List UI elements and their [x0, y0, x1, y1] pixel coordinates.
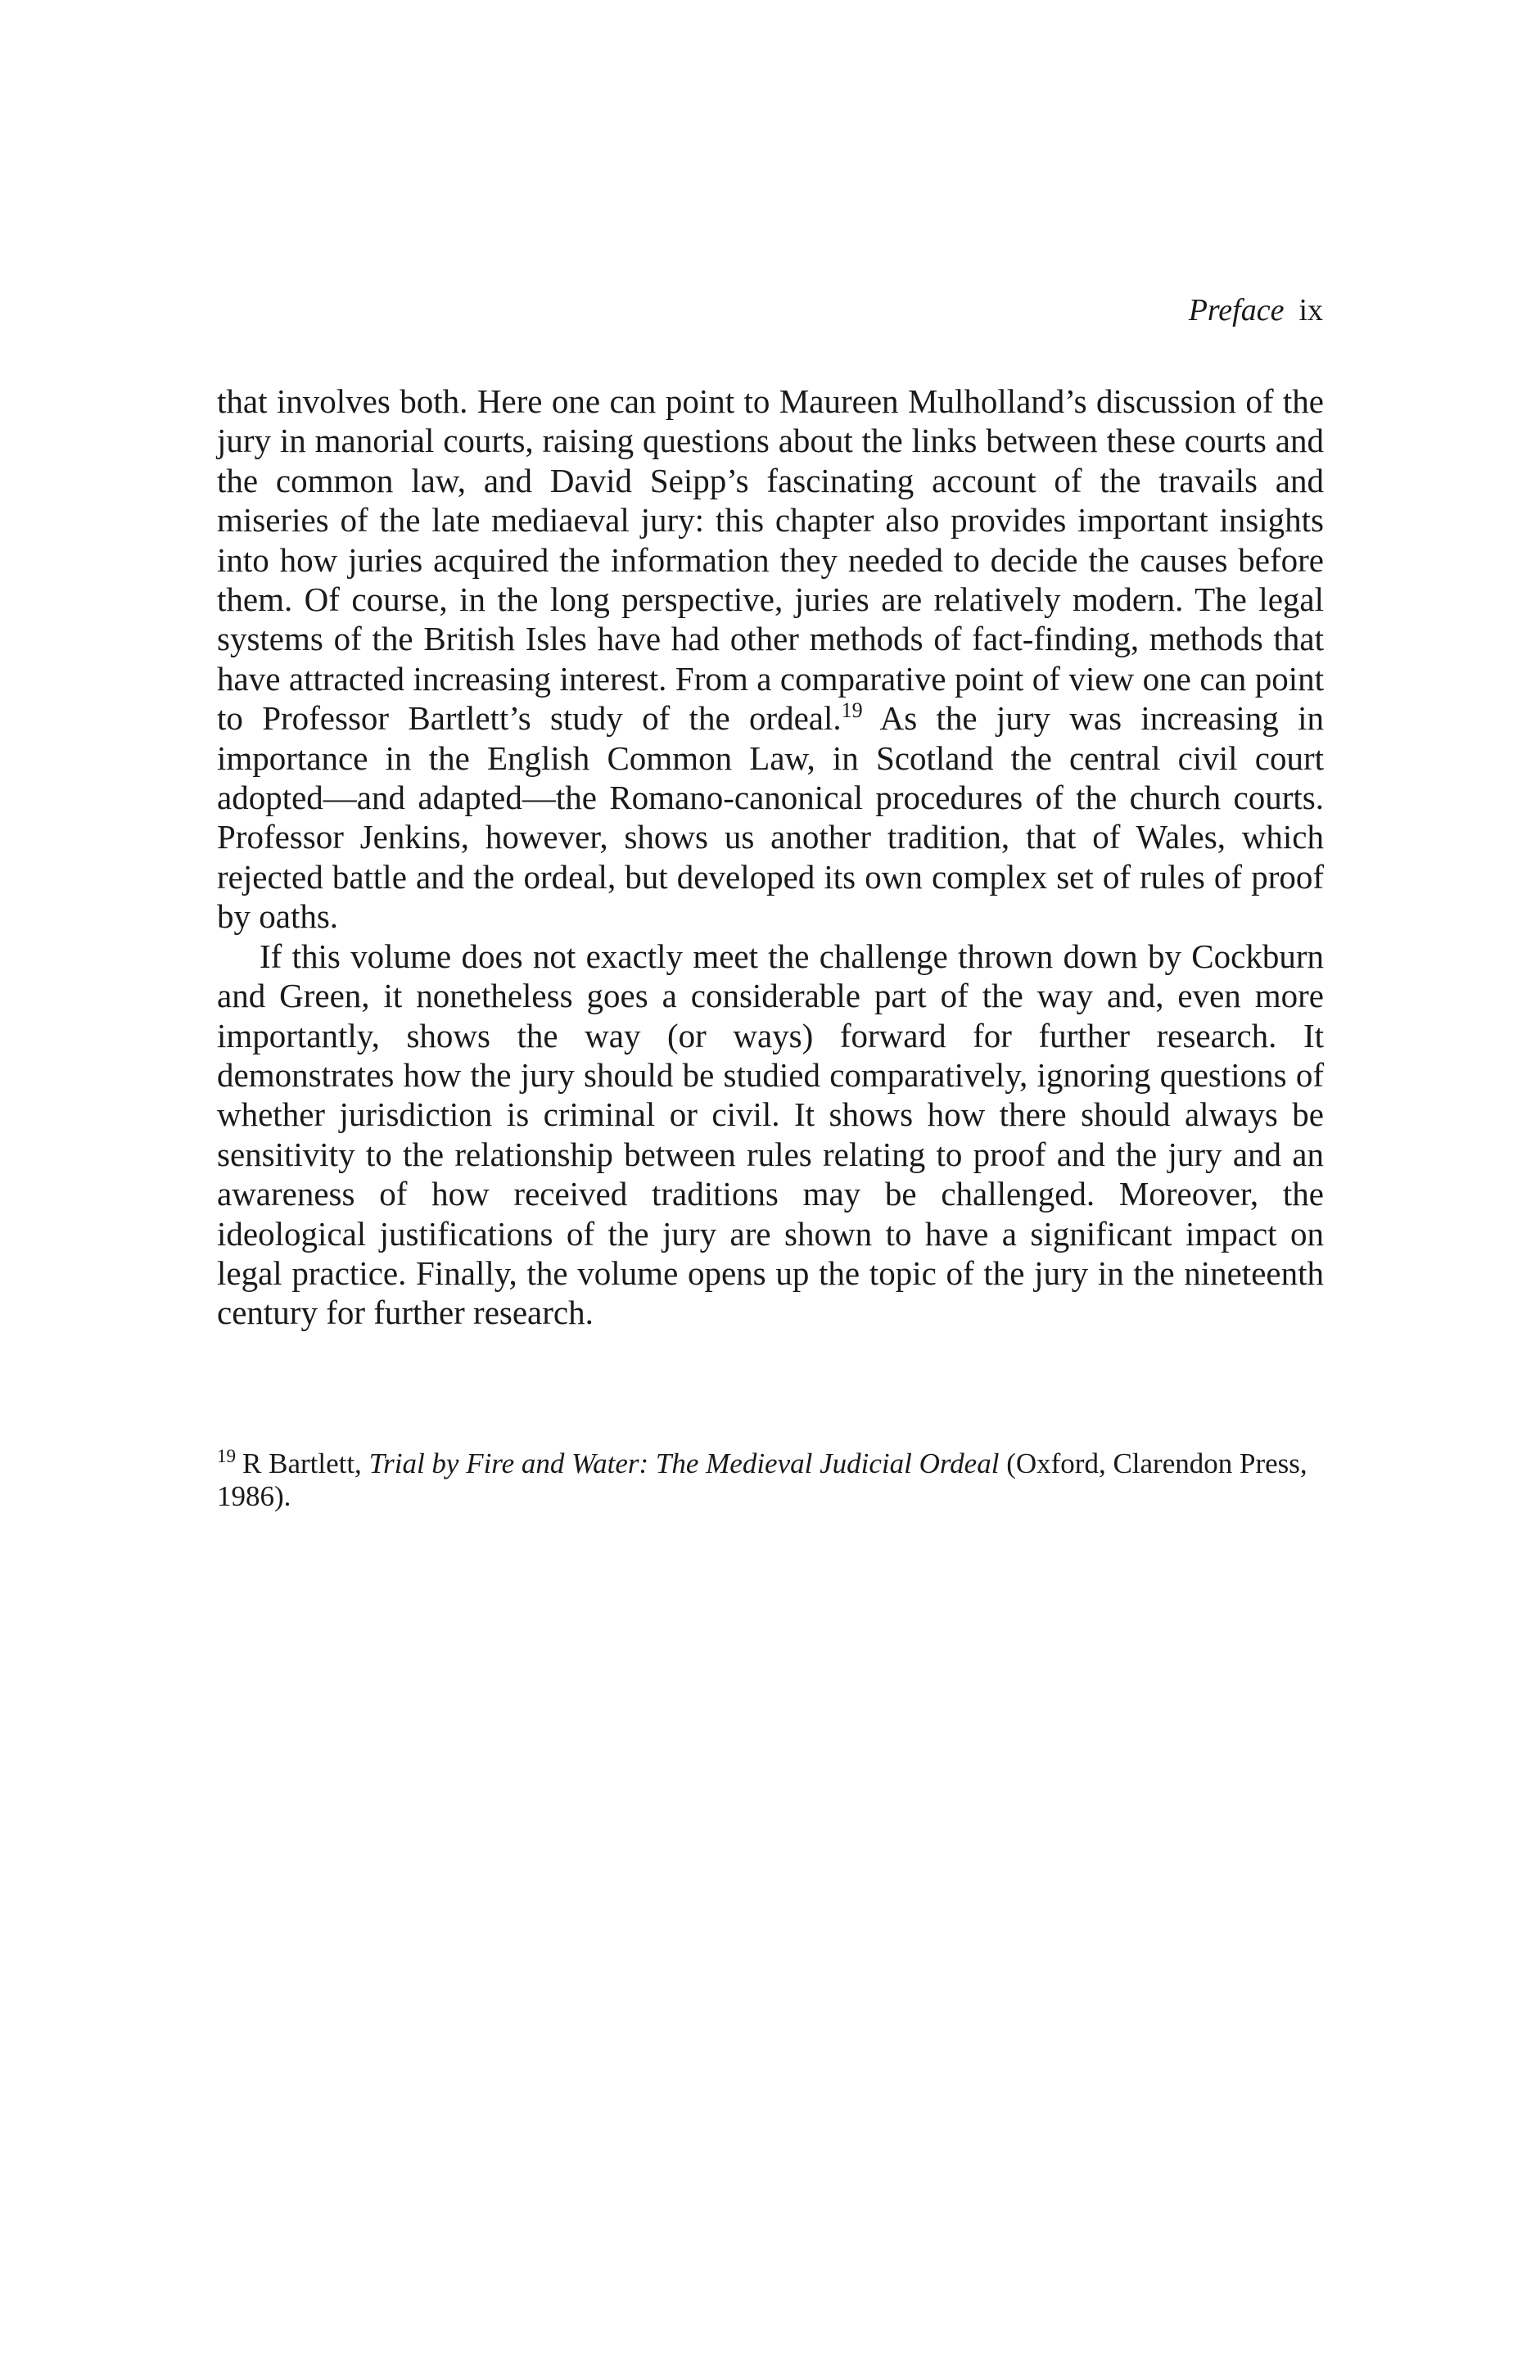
footnote-author: R Bartlett, [242, 1447, 362, 1479]
footnote-reference[interactable]: 19 [841, 698, 863, 723]
paragraph-1 [217, 382, 1324, 937]
footnote-mark: 19 [217, 1446, 236, 1466]
paragraph-2: If this volume does not exactly meet the challenge thrown down by Cockburn and Green, it nonetheless goes a considerable part of the way and, even more importantly, shows the way (or ways) forward for further research. It demonstrates how the jury should be studied comparatively, ignoring questions of whether jurisdiction is criminal or civil. It shows how there should always be sensitivity to the relationship between rules relating to proof and the jury and an awareness of how received traditions may be challenged. Moreover, the ideological justifications of the jury are shown to have a significant impact on legal practice. Finally, the volume opens up the topic of the jury in the nineteenth century for further research. [217, 937, 1324, 1332]
page-number: ix [1298, 293, 1323, 327]
body-text [217, 382, 1324, 1333]
footnote [217, 1447, 1324, 1513]
footnotes [217, 1447, 1324, 1513]
running-head [1189, 295, 1323, 326]
footnote-publication-details: (Oxford, Clarendon Press, 1986). [217, 1447, 1307, 1512]
paragraph-1-text-continued: As the jury was increasing in importance in the English Common Law, in Scotland the central civil court adopted—and adapted—the Romano-canonical procedures of the church courts. Professor Jenkins, however, shows us another tradition, that of Wales, which rejected battle and the ordeal, but developed its own complex set of rules of proof by oaths. [217, 699, 1324, 936]
section-title: Preface [1188, 293, 1285, 327]
footnote-work-title: Trial by Fire and Water: The Medieval Judicial Ordeal [368, 1447, 1000, 1479]
paragraph-1-text: that involves both. Here one can point to Maureen Mulholland’s discussion of the jury in manorial courts, raising questions about the links between these courts and the common law, and David Seipp’s fascinating account of the travails and miseries of the late mediaeval jury: this chapter also provides important insights into how juries acquired the information they needed to decide the causes before them. Of course, in the long perspective, juries are relatively modern. The legal systems of the British Isles have had other methods of fact-finding, methods that have attracted increasing interest. From a comparative point of view one can point to Professor Bartlett’s study of the ordeal. [217, 382, 1324, 738]
